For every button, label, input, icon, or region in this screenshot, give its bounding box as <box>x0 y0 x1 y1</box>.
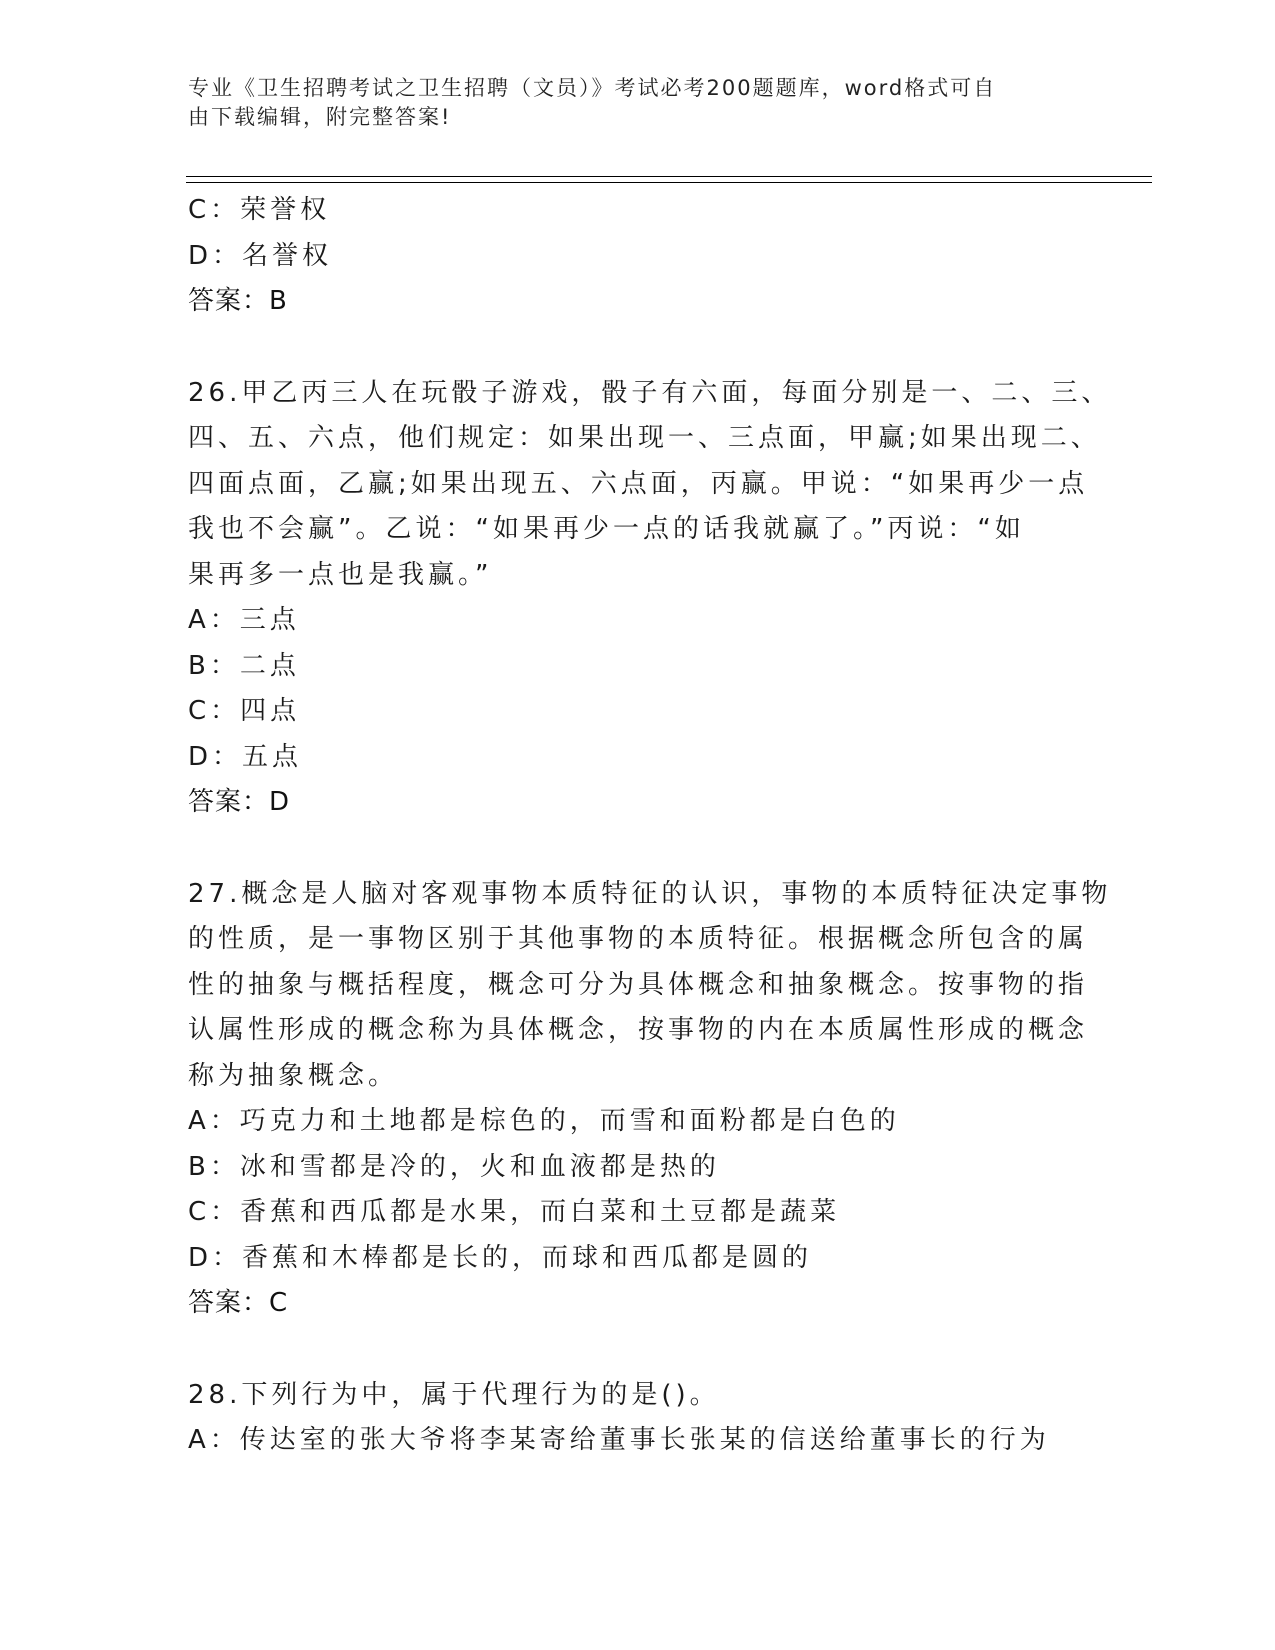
header-line-2: 由下载编辑，附完整答案! <box>188 105 452 129</box>
question-text-line: 果再多一点也是我赢。” <box>188 559 493 590</box>
document-header <box>188 74 1068 132</box>
question-25-tail <box>188 188 1088 325</box>
option-b: B：二点 <box>188 650 300 681</box>
question-28 <box>188 1373 1088 1464</box>
option-c: C：香蕉和西瓜都是水果，而白菜和土豆都是蔬菜 <box>188 1197 841 1227</box>
header-line-1: 专业《卫生招聘考试之卫生招聘（文员）》考试必考200题题库，word格式可自 <box>188 76 997 100</box>
spacer <box>188 325 1088 371</box>
option-d: D：名誉权 <box>188 240 333 271</box>
spacer <box>188 1327 1088 1373</box>
question-text-line: 四面点面，乙赢;如果出现五、六点面，丙赢。甲说：“如果再少一点 <box>188 468 1089 499</box>
option-d: D：香蕉和木棒都是长的，而球和西瓜都是圆的 <box>188 1242 813 1273</box>
question-text-line: 四、五、六点，他们规定：如果出现一、三点面，甲赢;如果出现二、 <box>188 423 1101 453</box>
question-text-line: 26.甲乙丙三人在玩骰子游戏，骰子有六面，每面分别是一、二、三、 <box>188 377 1112 408</box>
answer-line: 答案：D <box>188 787 291 817</box>
document-body <box>188 188 1112 1464</box>
question-text-line: 27.概念是人脑对客观事物本质特征的认识，事物的本质特征决定事物 <box>188 878 1112 909</box>
spacer <box>188 826 1088 872</box>
option-a: A：传达室的张大爷将李某寄给董事长张某的信送给董事长的行为 <box>188 1425 1050 1455</box>
option-c: C：四点 <box>188 696 301 726</box>
option-b: B：冰和雪都是冷的，火和血液都是热的 <box>188 1151 720 1182</box>
question-27 <box>188 872 1112 1327</box>
option-c: C：荣誉权 <box>188 195 331 225</box>
question-26 <box>188 371 1112 826</box>
question-text-line: 我也不会赢”。乙说：“如果再少一点的话我就赢了。”丙说：“如 <box>188 514 1025 544</box>
question-text-line: 的性质，是一事物区别于其他事物的本质特征。根据概念所包含的属 <box>188 924 1089 954</box>
option-a: A：三点 <box>188 605 300 635</box>
option-a: A：巧克力和土地都是棕色的，而雪和面粉都是白色的 <box>188 1106 900 1136</box>
question-text-line: 认属性形成的概念称为具体概念，按事物的内在本质属性形成的概念 <box>188 1015 1089 1045</box>
answer-line: 答案：C <box>188 1288 289 1318</box>
header-divider-top <box>186 176 1152 177</box>
question-text-line: 称为抽象概念。 <box>188 1060 399 1091</box>
answer-line: 答案：B <box>188 286 288 316</box>
option-d: D：五点 <box>188 741 303 772</box>
question-text-line: 性的抽象与概括程度，概念可分为具体概念和抽象概念。按事物的指 <box>188 969 1089 1000</box>
header-divider-bottom <box>186 182 1152 183</box>
question-text-line: 28.下列行为中，属于代理行为的是()。 <box>188 1379 720 1410</box>
